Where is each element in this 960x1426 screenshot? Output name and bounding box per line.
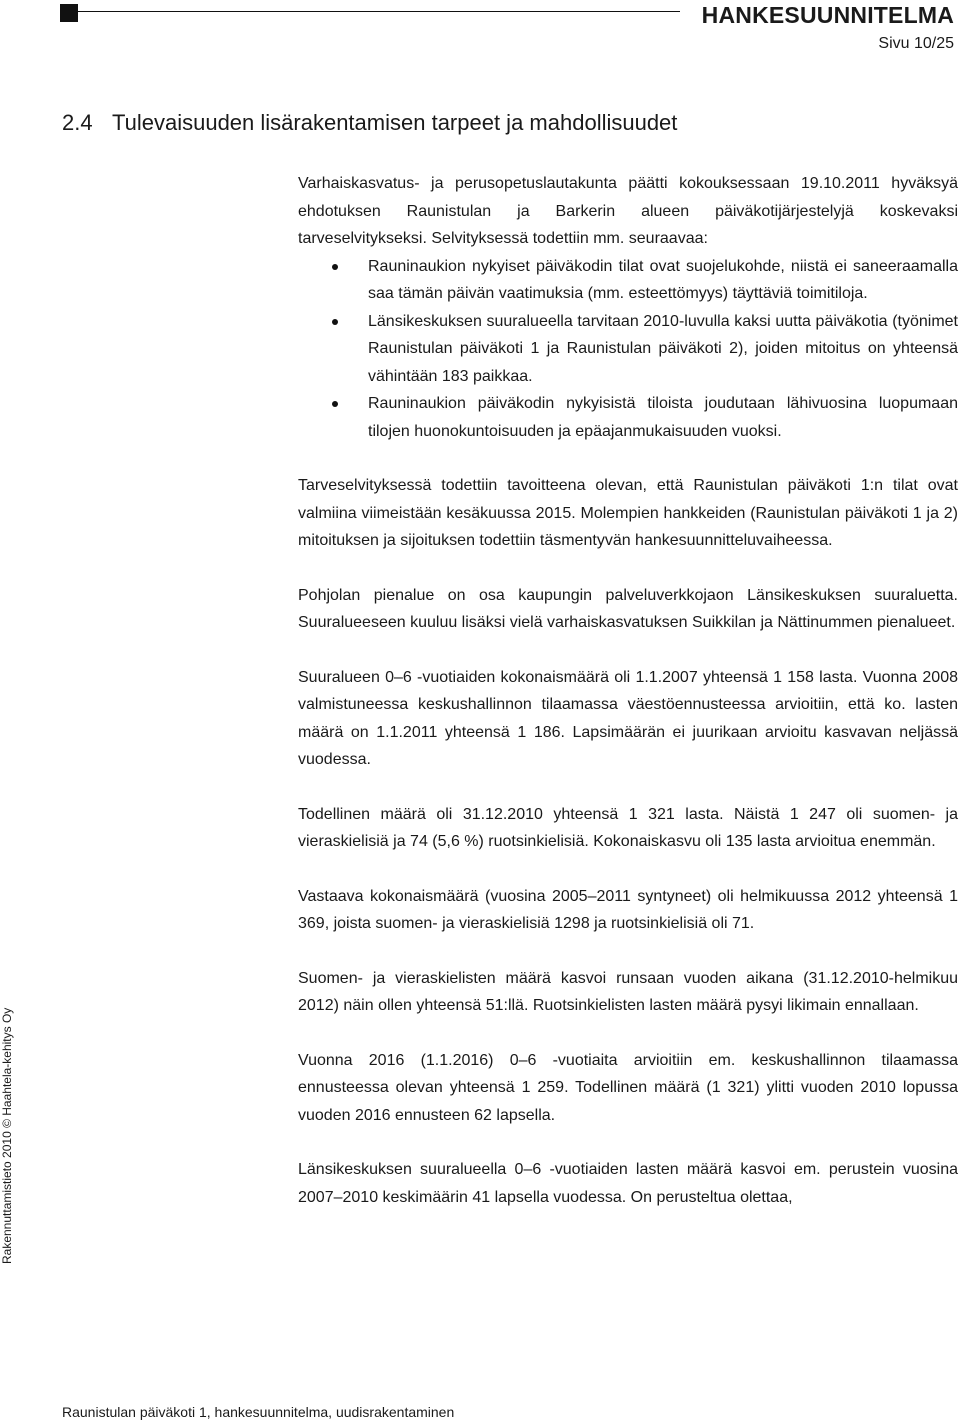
paragraph-4: Suuralueen 0‒6 -vuotiaiden kokonaismäärä oli 1.1.2007 yhteensä 1 158 lasta. Vuonna 2008 valmistuneessa keskushallinnon tilaamassa väestöennusteessa arvioitiin, että ko. lasten määrä on 1.1.2011 yhteensä 1 186. Lapsimäärän ei juurikaan arvioitu kasvavan neljässä vuodessa. xyxy=(298,668,958,768)
header-logo-square xyxy=(60,4,78,22)
body-content xyxy=(298,170,958,1211)
section-title: Tulevaisuuden lisärakentamisen tarpeet ja mahdollisuudet xyxy=(112,110,678,135)
list-item xyxy=(298,308,958,391)
paragraph-8: Vuonna 2016 (1.1.2016) 0‒6 -vuotiaita arvioitiin em. keskushallinnon tilaamassa ennusteessa olevan yhteensä 1 259. Todellinen määrä (1 321) ylitti vuoden 2010 lopussa vuoden 2016 ennusteen 62 lapsella. xyxy=(298,1051,958,1124)
page-number: Sivu 10/25 xyxy=(878,35,954,52)
paragraph-2: Tarveselvityksessä todettiin tavoitteena olevan, että Raunistulan päiväkoti 1:n tilat ovat valmiina viimeistään kesäkuussa 2015. Molempien hankkeiden (Raunistulan päiväkoti 1 ja 2) mitoituksen ja sijoituksen todettiin täsmentyvän hankesuunnitteluvaiheessa. xyxy=(298,477,958,549)
copyright-side-note: Rakennuttamistieto 2010 © Haahtela-kehitys Oy xyxy=(0,1007,14,1264)
bullet-text: Länsikeskuksen suuralueella tarvitaan 2010-luvulla kaksi uutta päiväkotia (työnimet Raunistulan päiväkoti 1 ja Raunistulan päiväkoti 2), joiden mitoitus on yhteensä vähintään 183 paikkaa. xyxy=(368,312,958,385)
paragraph-9: Länsikeskuksen suuralueella 0‒6 -vuotiaiden lasten määrä kasvoi em. perustein vuosina 2007‒2010 keskimäärin 41 lapsella vuodessa. On perusteltua olettaa, xyxy=(298,1161,958,1206)
list-item xyxy=(298,253,958,308)
list-item xyxy=(298,390,958,445)
section-heading xyxy=(62,110,677,136)
bullet-text: Rauninaukion päiväkodin nykyisistä tiloista joudutaan lähivuosina luopumaan tilojen huonokuntoisuuden ja epäajanmukaisuuden vuoksi. xyxy=(368,395,958,440)
paragraph-5: Todellinen määrä oli 31.12.2010 yhteensä 1 321 lasta. Näistä 1 247 oli suomen- ja vieraskielisiä ja 74 (5,6 %) ruotsinkielisiä. Kokonaiskasvu oli 135 lasta arvioitua enemmän. xyxy=(298,805,958,850)
page-footer: Raunistulan päiväkoti 1, hankesuunnitelma, uudisrakentaminen xyxy=(62,1404,455,1420)
section-number: 2.4 xyxy=(62,110,93,135)
paragraph-intro: Varhaiskasvatus- ja perusopetuslautakunta päätti kokouksessaan 19.10.2011 hyväksyä ehdotuksen Raunistulan ja Barkerin alueen päiväkotijärjestelyjä koskevaksi tarveselvitykseksi. Selvityksessä todettiin mm. seuraavaa: xyxy=(298,175,958,247)
paragraph-6: Vastaava kokonaismäärä (vuosina 2005‒2011 syntyneet) oli helmikuussa 2012 yhteensä 1 369, joista suomen- ja vieraskielisiä 1298 ja ruotsinkielisiä oli 71. xyxy=(298,887,958,932)
bullet-text: Rauninaukion nykyiset päiväkodin tilat ovat suojelukohde, niistä ei saneeraamalla saa tämän päivän vaatimuksia (mm. esteettömyys) täyttäviä toimitiloja. xyxy=(368,257,958,302)
bullet-icon xyxy=(332,319,338,325)
header-rule xyxy=(78,11,680,12)
paragraph-7: Suomen- ja vieraskielisten määrä kasvoi runsaan vuoden aikana (31.12.2010-helmikuu 2012) näin ollen yhteensä 51:llä. Ruotsinkielisten lasten määrä pysyi likimain ennallaan. xyxy=(298,969,958,1014)
bullet-list xyxy=(298,253,958,446)
bullet-icon xyxy=(332,401,338,407)
document-title: HANKESUUNNITELMA xyxy=(701,2,954,28)
paragraph-3: Pohjolan pienalue on osa kaupungin palveluverkkojaon Länsikeskuksen suuraluetta. Suuralueeseen kuuluu lisäksi vielä varhaiskasvatuksen Suikkilan ja Nättinummen pienalueet. xyxy=(298,586,958,631)
bullet-icon xyxy=(332,264,338,270)
